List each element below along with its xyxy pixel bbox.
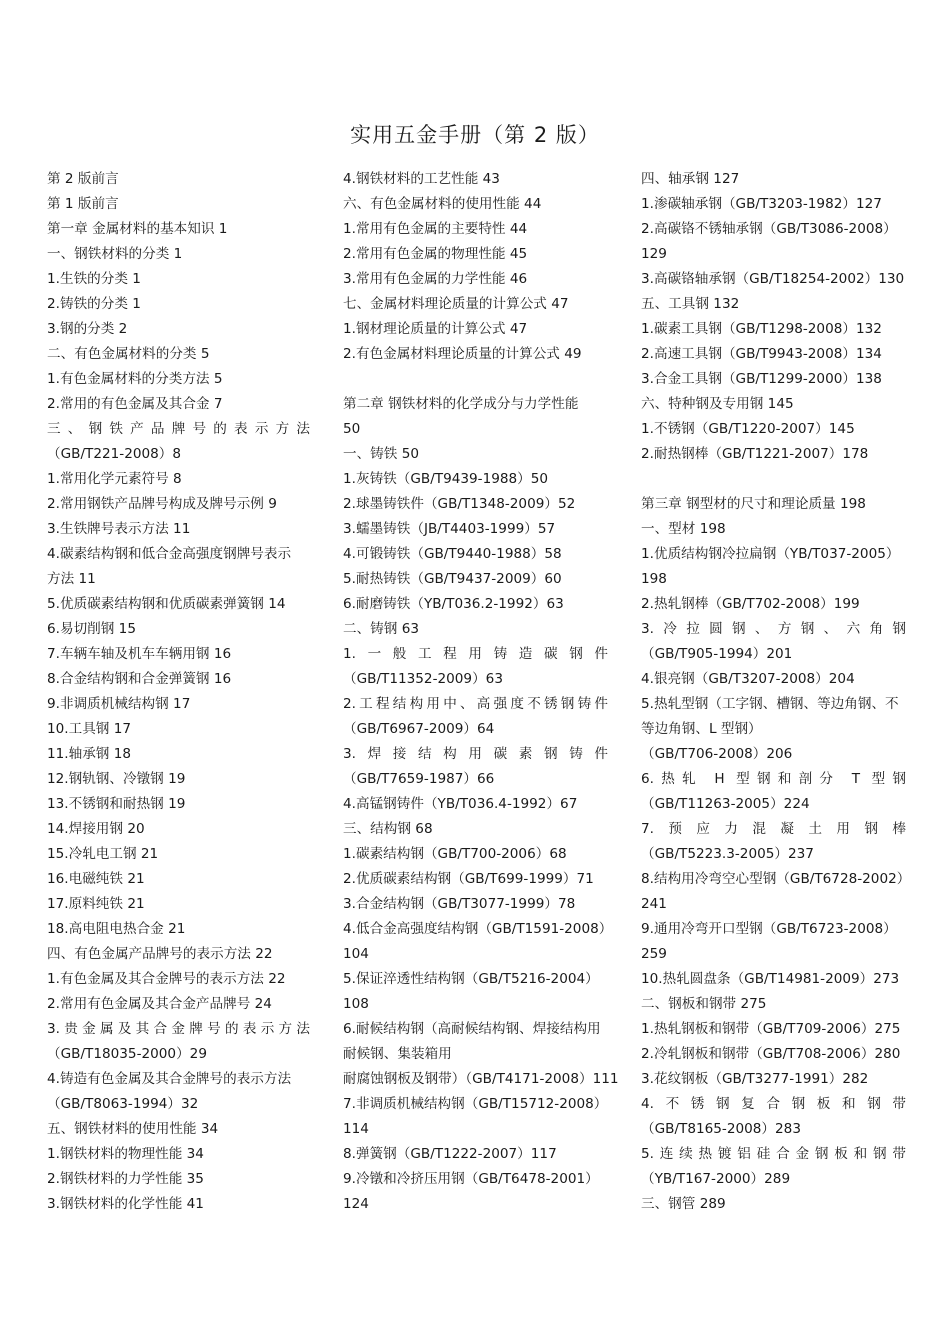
toc-entry: 3.蠕墨铸铁（JB/T4403-1999）57 xyxy=(343,521,556,537)
toc-entry: 1.钢材理论质量的计算公式 47 xyxy=(343,321,528,337)
toc-entry: 3.花纹钢板（GB/T3277-1991）282 xyxy=(641,1071,869,1087)
toc-entry: （GB/T11263-2005）224 xyxy=(641,796,810,812)
toc-column-3 xyxy=(641,167,911,1217)
toc-entry: （GB/T7659-1987）66 xyxy=(343,771,495,787)
toc-entry: 1.常用有色金属的主要特性 44 xyxy=(343,221,528,237)
toc-entry: 4.银亮钢（GB/T3207-2008）204 xyxy=(641,671,855,687)
toc-entry: 三、钢铁产品牌号的表示方法 xyxy=(47,421,310,437)
page-title: 实用五金手册（第 2 版） xyxy=(350,123,600,147)
toc-entry: 2.有色金属材料理论质量的计算公式 49 xyxy=(343,346,582,362)
toc-entry: 10.工具钢 17 xyxy=(47,721,132,737)
toc-entry: 2.工程结构用中、高强度不锈钢铸件 xyxy=(343,696,608,712)
toc-entry: 2.常用有色金属的物理性能 45 xyxy=(343,246,528,262)
toc-entry: 一、钢铁材料的分类 1 xyxy=(47,246,183,262)
toc-entry: 1.有色金属及其合金牌号的表示方法 22 xyxy=(47,971,286,987)
toc-entry: 2.常用钢铁产品牌号构成及牌号示例 9 xyxy=(47,496,277,512)
toc-entry: 4.碳素结构钢和低合金高强度钢牌号表示 xyxy=(47,546,292,562)
toc-entry: 3.钢的分类 2 xyxy=(47,321,128,337)
toc-entry: （GB/T8165-2008）283 xyxy=(641,1121,801,1137)
blank-line xyxy=(641,467,906,492)
toc-entry: 二、钢板和钢带 275 xyxy=(641,996,767,1012)
toc-entry: 2.耐热钢棒（GB/T1221-2007）178 xyxy=(641,446,869,462)
toc-entry: 5.热轧型钢（工字钢、槽钢、等边角钢、不 xyxy=(641,696,899,712)
toc-entry: 4.低合金高强度结构钢（GB/T1591-2008） xyxy=(343,921,613,937)
toc-entry: 5.连续热镀铝硅合金钢板和钢带 xyxy=(641,1146,906,1162)
toc-entry: 2.钢铁材料的力学性能 35 xyxy=(47,1171,204,1187)
toc-column-2 xyxy=(343,167,619,1217)
toc-entry: 六、特种钢及专用钢 145 xyxy=(641,396,794,412)
toc-entry: 1.渗碳轴承钢（GB/T3203-1982）127 xyxy=(641,196,882,212)
toc-entry: 8.合金结构钢和合金弹簧钢 16 xyxy=(47,671,232,687)
toc-entry: 11.轴承钢 18 xyxy=(47,746,132,762)
toc-entry: 3.钢铁材料的化学性能 41 xyxy=(47,1196,204,1212)
toc-entry: 一、型材 198 xyxy=(641,521,726,537)
toc-entry: （YB/T167-2000）289 xyxy=(641,1171,791,1187)
toc-entry: 18.高电阻电热合金 21 xyxy=(47,921,186,937)
toc-entry: 7.预应力混凝土用钢棒 xyxy=(641,821,906,837)
toc-entry: 4.钢铁材料的工艺性能 43 xyxy=(343,171,500,187)
toc-entry: 7.车辆车轴及机车车辆用钢 16 xyxy=(47,646,232,662)
toc-entry: 5.保证淬透性结构钢（GB/T5216-2004） xyxy=(343,971,599,987)
toc-entry: 6.耐磨铸铁（YB/T036.2-1992）63 xyxy=(343,596,564,612)
toc-entry: 二、有色金属材料的分类 5 xyxy=(47,346,210,362)
toc-entry: 4.不锈钢复合钢板和钢带 xyxy=(641,1096,906,1112)
toc-entry: 1.有色金属材料的分类方法 5 xyxy=(47,371,223,387)
toc-entry: 9.非调质机械结构钢 17 xyxy=(47,696,191,712)
toc-entry: 104 xyxy=(343,946,369,962)
toc-entry: 12.钢轨钢、冷镦钢 19 xyxy=(47,771,186,787)
toc-entry: 1.碳素工具钢（GB/T1298-2008）132 xyxy=(641,321,882,337)
toc-entry: （GB/T905-1994）201 xyxy=(641,646,793,662)
toc-entry: 3.生铁牌号表示方法 11 xyxy=(47,521,191,537)
toc-entry: 1.优质结构钢冷拉扁钢（YB/T037-2005） xyxy=(641,546,900,562)
toc-entry: （GB/T6967-2009）64 xyxy=(343,721,495,737)
toc-entry: 方法 11 xyxy=(47,571,96,587)
toc-entry: 四、轴承钢 127 xyxy=(641,171,740,187)
toc-entry: 17.原料纯铁 21 xyxy=(47,896,145,912)
toc-entry: 8.弹簧钢（GB/T1222-2007）117 xyxy=(343,1146,557,1162)
toc-entry: 2.高碳铬不锈轴承钢（GB/T3086-2008） xyxy=(641,221,897,237)
toc-entry: 241 xyxy=(641,896,667,912)
toc-entry: （GB/T8063-1994）32 xyxy=(47,1096,199,1112)
toc-entry: 124 xyxy=(343,1196,369,1212)
toc-entry: 六、有色金属材料的使用性能 44 xyxy=(343,196,542,212)
toc-entry: 1.钢铁材料的物理性能 34 xyxy=(47,1146,204,1162)
toc-entry: 6.易切削钢 15 xyxy=(47,621,136,637)
toc-entry: 2.球墨铸铁件（GB/T1348-2009）52 xyxy=(343,496,576,512)
toc-entry: 9.通用冷弯开口型钢（GB/T6723-2008） xyxy=(641,921,897,937)
toc-entry: 耐腐蚀钢板及钢带）（GB/T4171-2008）111 xyxy=(343,1071,619,1087)
toc-entry: 2.常用的有色金属及其合金 7 xyxy=(47,396,223,412)
toc-entry: 三、钢管 289 xyxy=(641,1196,726,1212)
toc-entry: 15.冷轧电工钢 21 xyxy=(47,846,159,862)
toc-entry: 1.灰铸铁（GB/T9439-1988）50 xyxy=(343,471,549,487)
toc-entry: 5.优质碳素结构钢和优质碳素弹簧钢 14 xyxy=(47,596,286,612)
toc-entry: 3.合金工具钢（GB/T1299-2000）138 xyxy=(641,371,882,387)
toc-entry: 1.碳素结构钢（GB/T700-2006）68 xyxy=(343,846,567,862)
toc-entry: 第一章 金属材料的基本知识 1 xyxy=(47,221,228,237)
toc-entry: 198 xyxy=(641,571,667,587)
toc-entry: 1.不锈钢（GB/T1220-2007）145 xyxy=(641,421,855,437)
toc-entry: 二、铸钢 63 xyxy=(343,621,419,637)
toc-entry: 2.铸铁的分类 1 xyxy=(47,296,141,312)
toc-entry: （GB/T11352-2009）63 xyxy=(343,671,503,687)
toc-entry: 3.焊接结构用碳素钢铸件 xyxy=(343,746,608,762)
toc-entry: （GB/T221-2008）8 xyxy=(47,446,182,462)
toc-entry: （GB/T18035-2000）29 xyxy=(47,1046,207,1062)
toc-entry: 2.高速工具钢（GB/T9943-2008）134 xyxy=(641,346,882,362)
toc-entry: 108 xyxy=(343,996,369,1012)
toc-entry: 1.常用化学元素符号 8 xyxy=(47,471,182,487)
toc-entry: 第三章 钢型材的尺寸和理论质量 198 xyxy=(641,496,866,512)
toc-entry: （GB/T5223.3-2005）237 xyxy=(641,846,814,862)
toc-entry: 3.冷拉圆钢、方钢、六角钢 xyxy=(641,621,906,637)
toc-entry: 259 xyxy=(641,946,667,962)
toc-entry: 4.可锻铸铁（GB/T9440-1988）58 xyxy=(343,546,562,562)
toc-entry: 一、铸铁 50 xyxy=(343,446,419,462)
toc-entry: 4.铸造有色金属及其合金牌号的表示方法 xyxy=(47,1071,292,1087)
toc-entry: 5.耐热铸铁（GB/T9437-2009）60 xyxy=(343,571,562,587)
toc-entry: 三、结构钢 68 xyxy=(343,821,433,837)
blank-line xyxy=(343,367,608,392)
toc-entry: 6.耐候结构钢（高耐候结构钢、焊接结构用 xyxy=(343,1021,601,1037)
toc-entry: 五、工具钢 132 xyxy=(641,296,740,312)
toc-entry: 3.高碳铬轴承钢（GB/T18254-2002）130 xyxy=(641,271,905,287)
toc-entry: 7.非调质机械结构钢（GB/T15712-2008） xyxy=(343,1096,608,1112)
toc-entry: 第 1 版前言 xyxy=(47,196,119,212)
toc-entry: 4.高锰钢铸件（YB/T036.4-1992）67 xyxy=(343,796,578,812)
toc-entry: 2.优质碳素结构钢（GB/T699-1999）71 xyxy=(343,871,594,887)
toc-entry: 9.冷镦和冷挤压用钢（GB/T6478-2001） xyxy=(343,1171,599,1187)
toc-entry: 第二章 钢铁材料的化学成分与力学性能 xyxy=(343,396,579,412)
toc-entry: 四、有色金属产品牌号的表示方法 22 xyxy=(47,946,273,962)
toc-column-1 xyxy=(47,167,310,1217)
toc-entry: 14.焊接用钢 20 xyxy=(47,821,145,837)
toc-entry: 第 2 版前言 xyxy=(47,171,119,187)
toc-entry: 1.生铁的分类 1 xyxy=(47,271,141,287)
toc-entry: 8.结构用冷弯空心型钢（GB/T6728-2002） xyxy=(641,871,911,887)
toc-entry: 50 xyxy=(343,421,361,437)
toc-entry: 2.热轧钢棒（GB/T702-2008）199 xyxy=(641,596,860,612)
toc-entry: 五、钢铁材料的使用性能 34 xyxy=(47,1121,219,1137)
toc-entry: 6.热轧 H 型钢和剖分 T 型钢 xyxy=(641,771,906,787)
toc-entry: 1.热轧钢板和钢带（GB/T709-2006）275 xyxy=(641,1021,901,1037)
toc-entry: 114 xyxy=(343,1121,369,1137)
toc-entry: 3.贵金属及其合金牌号的表示方法 xyxy=(47,1021,310,1037)
toc-entry: 等边角钢、L 型钢） xyxy=(641,721,762,737)
toc-entry: 七、金属材料理论质量的计算公式 47 xyxy=(343,296,569,312)
toc-entry: 3.常用有色金属的力学性能 46 xyxy=(343,271,528,287)
toc-entry: 1.一般工程用铸造碳钢件 xyxy=(343,646,608,662)
toc-entry: （GB/T706-2008）206 xyxy=(641,746,793,762)
toc-entry: 129 xyxy=(641,246,667,262)
toc-entry: 耐候钢、集装箱用 xyxy=(343,1046,452,1062)
toc-entry: 10.热轧圆盘条（GB/T14981-2009）273 xyxy=(641,971,900,987)
toc-entry: 13.不锈钢和耐热钢 19 xyxy=(47,796,186,812)
toc-entry: 2.常用有色金属及其合金产品牌号 24 xyxy=(47,996,272,1012)
toc-entry: 2.冷轧钢板和钢带（GB/T708-2006）280 xyxy=(641,1046,901,1062)
toc-entry: 3.合金结构钢（GB/T3077-1999）78 xyxy=(343,896,576,912)
toc-entry: 16.电磁纯铁 21 xyxy=(47,871,145,887)
